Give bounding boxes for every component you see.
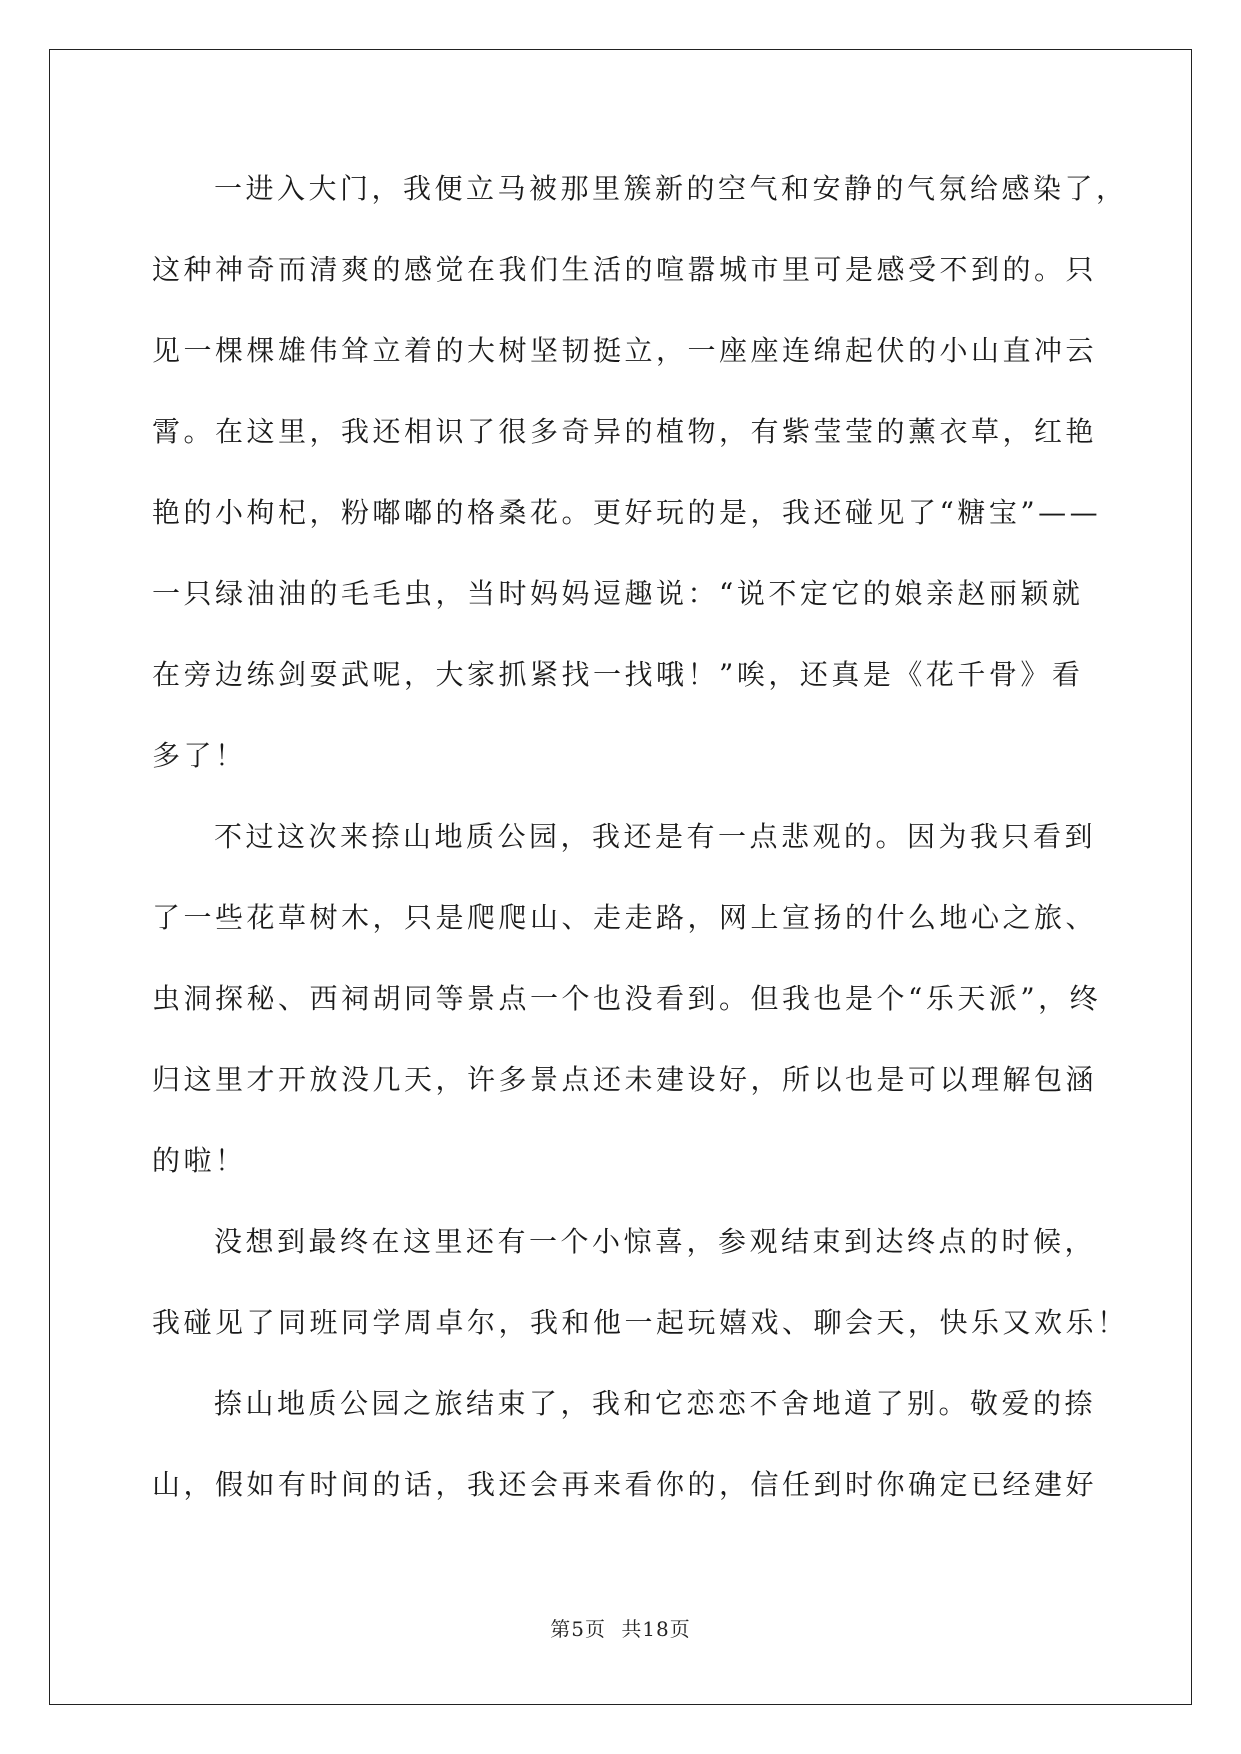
text-line: 一进入大门，我便立马被那里簇新的空气和安静的气氛给感染了， bbox=[214, 172, 1128, 205]
text-line: 没想到最终在这里还有一个小惊喜，参观结束到达终点的时候， bbox=[214, 1225, 1097, 1258]
text-line: 我碰见了同班同学周卓尔，我和他一起玩嬉戏、聊会天，快乐又欢乐！ bbox=[152, 1306, 1129, 1339]
text-line: 的啦！ bbox=[152, 1144, 247, 1177]
text-line: 这种神奇而清爽的感觉在我们生活的喧嚣城市里可是感受不到的。只 bbox=[152, 253, 1098, 286]
document-body bbox=[152, 162, 1129, 1539]
text-line: 归这里才开放没几天，许多景点还未建设好，所以也是可以理解包涵 bbox=[152, 1063, 1098, 1096]
text-line: 见一棵棵雄伟耸立着的大树坚韧挺立，一座座连绵起伏的小山直冲云 bbox=[152, 334, 1098, 367]
text-line: 霄。在这里，我还相识了很多奇异的植物，有紫莹莹的薰衣草，红艳 bbox=[152, 415, 1098, 448]
text-line: 捺山地质公园之旅结束了，我和它恋恋不舍地道了别。敬爱的捺 bbox=[214, 1387, 1097, 1420]
page-footer bbox=[0, 1613, 1241, 1642]
text-line: 艳的小枸杞，粉嘟嘟的格桑花。更好玩的是，我还碰见了“糖宝”—— bbox=[152, 496, 1102, 529]
text-line: 不过这次来捺山地质公园，我还是有一点悲观的。因为我只看到 bbox=[214, 820, 1097, 853]
text-line: 山，假如有时间的话，我还会再来看你的，信任到时你确定已经建好 bbox=[152, 1468, 1098, 1501]
page-total: 共18页 bbox=[621, 1617, 691, 1641]
page-number: 第5页 bbox=[550, 1617, 606, 1641]
text-line: 一只绿油油的毛毛虫，当时妈妈逗趣说：“说不定它的娘亲赵丽颖就 bbox=[152, 577, 1084, 610]
text-line: 虫洞探秘、西祠胡同等景点一个也没看到。但我也是个“乐天派”，终 bbox=[152, 982, 1102, 1015]
text-line: 多了！ bbox=[152, 739, 247, 772]
text-line: 了一些花草树木，只是爬爬山、走走路，网上宣扬的什么地心之旅、 bbox=[152, 901, 1098, 934]
text-line: 在旁边练剑耍武呢，大家抓紧找一找哦！”唉，还真是《花千骨》看 bbox=[152, 658, 1084, 691]
